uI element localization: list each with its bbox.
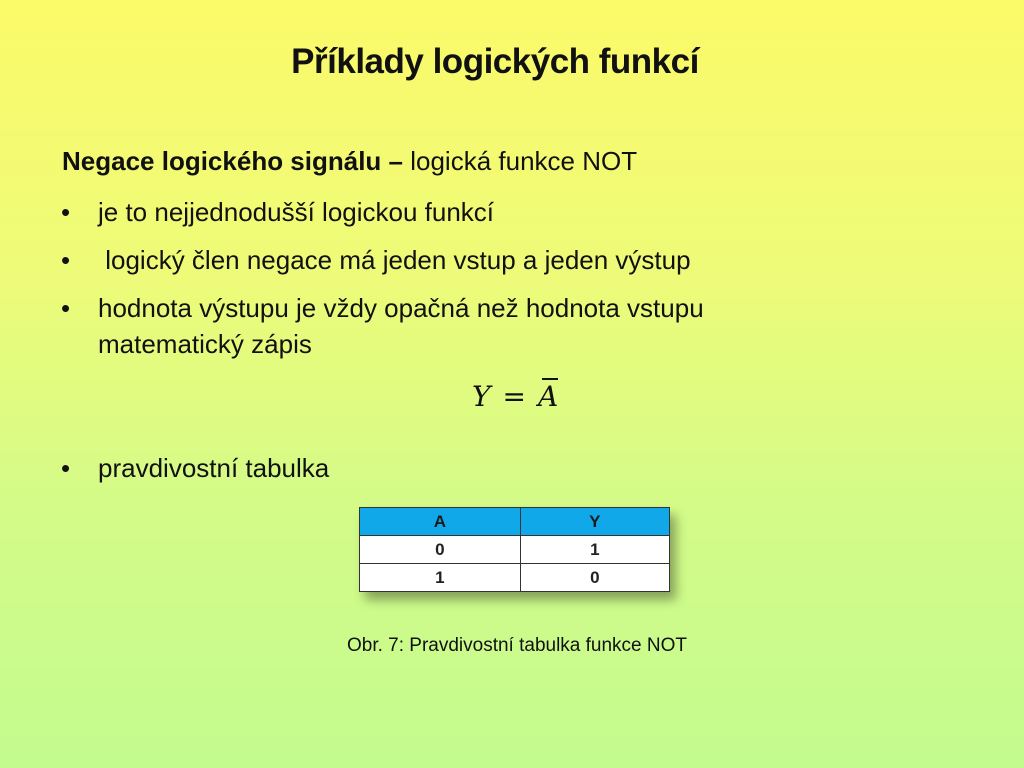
- table-cell: 1: [520, 536, 669, 564]
- intro-text: logická funkce NOT: [410, 146, 638, 176]
- bullet-dot: •: [61, 453, 71, 483]
- table-cell: 0: [360, 536, 521, 564]
- intro-line: [62, 144, 637, 178]
- bullet-dot: •: [61, 245, 71, 275]
- bullet-text: pravdivostní tabulka: [98, 453, 330, 483]
- bullet-text: logický člen negace má jeden vstup a jeden výstup: [98, 245, 691, 275]
- table-cell: 0: [520, 564, 669, 592]
- table-row: [360, 536, 670, 564]
- table-header-row: [360, 508, 670, 536]
- bullet-dot: •: [61, 293, 71, 323]
- intro-bold-text: Negace logického signálu –: [62, 146, 411, 176]
- bullet-text: hodnota výstupu je vždy opačná než hodnota vstupu: [98, 293, 704, 323]
- table-cell: 1: [360, 564, 521, 592]
- bullet-item: [58, 290, 704, 362]
- bullet-dot: •: [61, 197, 71, 227]
- column-header: A: [360, 508, 521, 536]
- bullet-item: [58, 242, 704, 278]
- slide-title: Příklady logických funkcí: [291, 42, 699, 81]
- bullet-text: je to nejjednodušší logickou funkcí: [98, 197, 495, 227]
- table-row: [360, 564, 670, 592]
- truth-table-container: [359, 507, 670, 592]
- bullet-item: [58, 194, 704, 230]
- truth-table: [359, 507, 670, 592]
- bullet-continuation-text: matematický zápis: [98, 329, 312, 359]
- column-header: Y: [520, 508, 669, 536]
- formula-negated-input: A: [537, 380, 559, 413]
- formula-equals-sign: =: [502, 380, 526, 413]
- formula-output-variable: Y: [472, 380, 491, 413]
- bullet-item: [58, 450, 704, 486]
- figure-caption: Obr. 7: Pravdivostní tabulka funkce NOT: [346, 635, 688, 656]
- formula: [472, 380, 558, 413]
- bullet-list: [58, 194, 704, 486]
